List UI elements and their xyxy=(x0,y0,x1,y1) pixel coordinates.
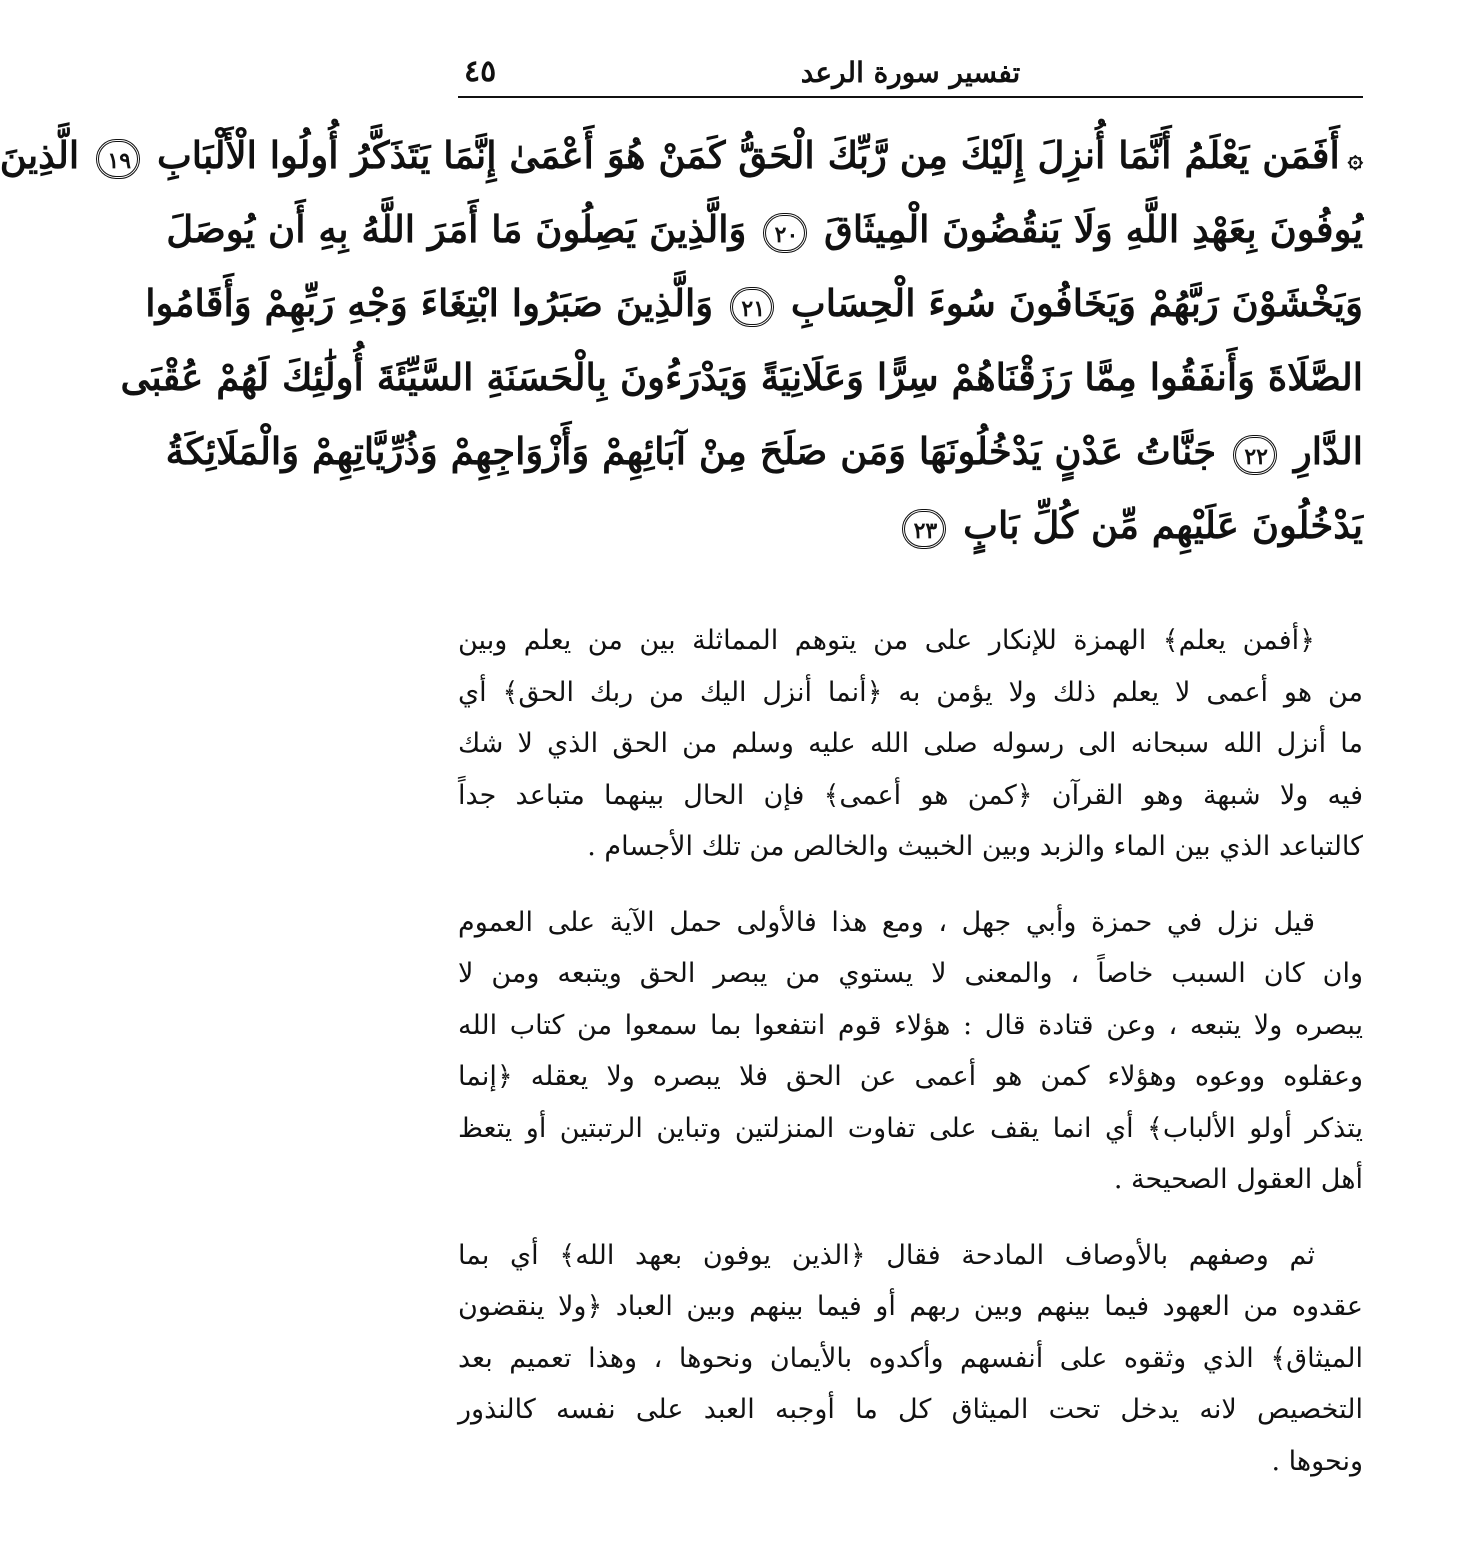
quran-line xyxy=(166,192,1363,266)
commentary-line: الميثاق﴾ الذي وثقوه على أنفسهم وأكدوه بالأيمان ونحوها ، وهذا تعميم بعد xyxy=(458,1342,1363,1374)
ayah-number-marker: ٢١ xyxy=(730,287,774,327)
commentary-line: فيه ولا شبهة وهو القرآن ﴿كمن هو أعمى﴾ فإن الحال بينهما متباعد جداً xyxy=(458,779,1363,811)
quran-line xyxy=(0,118,1363,192)
commentary-line: التخصيص لانه يدخل تحت الميثاق كل ما أوجبه العبد على نفسه كالنذور xyxy=(458,1394,1363,1425)
commentary-line: ما أنزل الله سبحانه الى رسوله صلى الله عليه وسلم من الحق الذي لا شك xyxy=(458,728,1363,759)
commentary-line: ثم وصفهم بالأوصاف المادحة فقال ﴿الذين يوفون بعهد الله﴾ أي بما xyxy=(458,1239,1315,1271)
commentary-line: يبصره ولا يتبعه ، وعن قتادة قال : هؤلاء قوم انتفعوا بما سمعوا من كتاب الله xyxy=(458,1009,1363,1041)
commentary-line: كالتباعد الذي بين الماء والزبد وبين الخبيث والخالص من تلك الأجسام . xyxy=(587,831,1363,862)
hizb-marker-icon: ۞ xyxy=(1347,143,1363,174)
ayah-number-marker: ٢٣ xyxy=(902,509,946,549)
quran-verses xyxy=(0,118,1363,562)
commentary-paragraph xyxy=(458,897,1363,1206)
verse-text: يَدْخُلُونَ عَلَيْهِم مِّن كُلِّ بَابٍ xyxy=(963,503,1363,547)
commentary-line: وان كان السبب خاصاً ، والمعنى لا يستوي من يبصر الحق ويتبعه ومن لا xyxy=(458,958,1363,989)
quran-line xyxy=(145,266,1363,340)
running-header xyxy=(458,52,1363,98)
quran-line xyxy=(458,488,1363,562)
commentary-line: ونحوها . xyxy=(1271,1445,1363,1477)
commentary-line: أهل العقول الصحيحة . xyxy=(1113,1164,1363,1195)
verse-text: الدَّارِ xyxy=(1293,429,1363,473)
verse-text: يُوفُونَ بِعَهْدِ اللَّهِ وَلَا يَنقُضُونَ الْمِيثَاقَ xyxy=(824,207,1363,251)
verse-text: الَّذِينَ xyxy=(0,133,80,177)
commentary-line: من هو أعمى لا يعلم ذلك ولا يؤمن به ﴿أنما أنزل اليك من ربك الحق﴾ أي xyxy=(458,676,1363,708)
ayah-number-marker: ٢٠ xyxy=(763,213,807,253)
commentary-line: عقدوه من العهود فيما بينهم وبين ربهم أو فيما بينهم وبين العباد ﴿ولا ينقضون xyxy=(458,1291,1363,1322)
commentary-line: يتذكر أولو الألباب﴾ أي انما يقف على تفاوت المنزلتين وتباين الرتبتين أو يتعظ xyxy=(458,1112,1363,1144)
verse-text: وَالَّذِينَ يَصِلُونَ مَا أَمَرَ اللَّهُ بِهِ أَن يُوصَلَ xyxy=(166,207,747,251)
verse-text: الصَّلَاةَ وَأَنفَقُوا مِمَّا رَزَقْنَاهُمْ سِرًّا وَعَلَانِيَةً وَيَدْرَءُونَ بِالْحَسَنَةِ السَّيِّئَةَ أُولَٰئِكَ لَهُمْ عُقْبَى xyxy=(120,355,1363,399)
page-number: ٤٥ xyxy=(464,54,497,89)
verse-text: جَنَّاتُ عَدْنٍ يَدْخُلُونَهَا وَمَن صَلَحَ مِنْ آبَائِهِمْ وَأَزْوَاجِهِمْ وَذُرِّيَّاتِهِمْ وَالْمَلَائِكَةُ xyxy=(165,429,1217,473)
commentary-paragraph xyxy=(458,615,1363,873)
quran-line xyxy=(120,340,1363,414)
verse-text: أَفَمَن يَعْلَمُ أَنَّمَا أُنزِلَ إِلَيْكَ مِن رَّبِّكَ الْحَقُّ كَمَنْ هُوَ أَعْمَىٰ إِنَّمَا يَتَذَكَّرُ أُولُوا الْأَلْبَابِ xyxy=(156,133,1340,177)
quran-line xyxy=(165,414,1363,488)
commentary-line: وعقلوه ووعوه وهؤلاء كمن هو أعمى عن الحق فلا يبصره ولا يعقله ﴿إنما xyxy=(458,1061,1363,1092)
commentary-paragraph xyxy=(458,1230,1363,1488)
commentary-line: قيل نزل في حمزة وأبي جهل ، ومع هذا فالأولى حمل الآية على العموم xyxy=(458,906,1315,938)
commentary-text xyxy=(458,615,1363,1511)
ayah-number-marker: ٢٢ xyxy=(1233,435,1277,475)
ayah-number-marker: ١٩ xyxy=(96,139,140,179)
commentary-line: ﴿أفمن يعلم﴾ الهمزة للإنكار على من يتوهم المماثلة بين من يعلم وبين xyxy=(458,625,1315,656)
verse-text: وَالَّذِينَ صَبَرُوا ابْتِغَاءَ وَجْهِ رَبِّهِمْ وَأَقَامُوا xyxy=(145,281,714,325)
verse-text: وَيَخْشَوْنَ رَبَّهُمْ وَيَخَافُونَ سُوءَ الْحِسَابِ xyxy=(790,281,1363,325)
header-title: تفسير سورة الرعد xyxy=(800,56,1021,89)
